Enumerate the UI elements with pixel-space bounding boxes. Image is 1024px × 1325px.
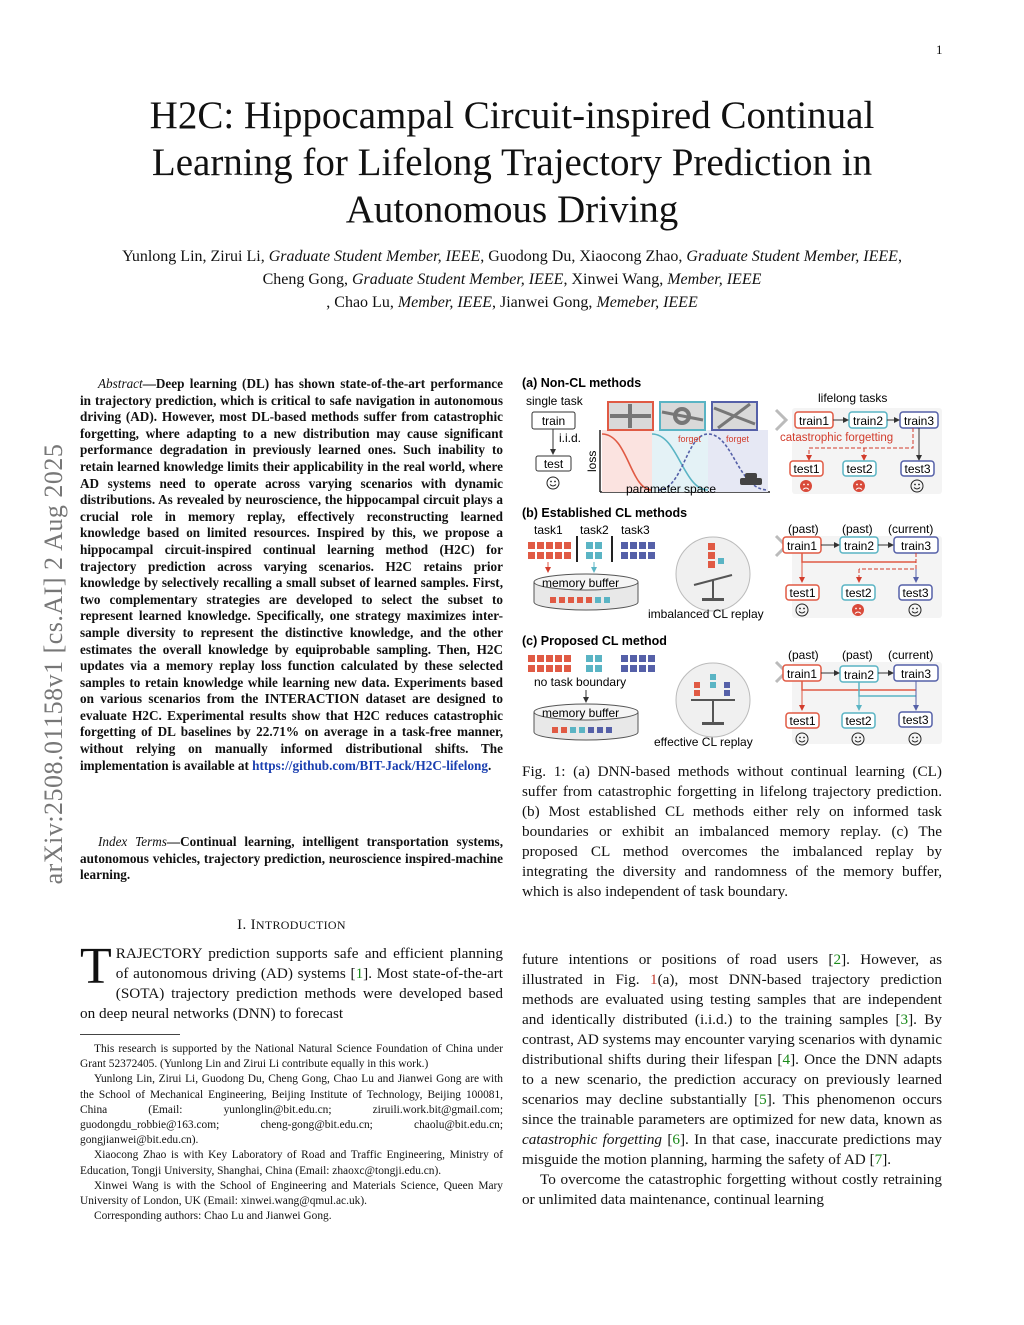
abstract-text: —Deep learning (DL) has shown state-of-the-art performance in trajectory prediction, which is critical to safe navigation in autonomous driving (AD). However, most DL-based methods suffer from catastrophic forgetting, where adapting to a new distribution may cause significant performance degradation in previously learned ones. Such inability to retain learned knowledge limits their applicability in the real world, where AD systems need to operate across varying scenarios with dynamic distributions. As revealed by neuroscience, the hippocampal circuit plays a crucial role in memory replay, effectively reconstructing learned knowledge based on limited resources. Inspired by this, we propose a hippocampal circuit-inspired continual learning method (H2C) for trajectory prediction across varying scenarios. H2C retains prior knowledge by selectively recalling a small subset of learned samples. First, two complementary strategies are developed to select the subset to represent learned knowledge. Specifically, one strategy maximizes inter-sample diversity to represent the distinctive knowledge, and the other estimates the overall knowledge by equiprobable sampling. Then, H2C updates via a memory replay loss function calculated by these selected samples to retain knowledge while learning new data. Experiments based on various scenarios from the INTERACTION dataset are designed to evaluate H2C. Experimental results show that H2C reduces catastrophic forgetting of DL baselines by 22.71% on average in a task-free manner, without relying on manually informed distributional shifts. The implementation is available at xyxy=(80,376,503,773)
citation[interactable]: 1 xyxy=(355,965,364,982)
text: (a), most DNN-based trajectory prediction methods are evaluated using testing samples that are independent and identically distributed (i.i.d.) to the training samples [ xyxy=(522,971,942,1028)
footnote-affiliation: Xiaocong Zhao is with Key Laboratory of Road and Traffic Engineering, Ministry of Education, Tongji University, Shanghai, China (Email: zhaoxc@tongji.edu.cn). xyxy=(80,1149,503,1177)
sad-icon xyxy=(852,604,864,616)
text: ]. However, as illustrated in Fig. xyxy=(522,951,942,988)
test3-label: test3 xyxy=(904,462,931,476)
lifelong-tasks-label: lifelong tasks xyxy=(818,391,888,405)
test1-label: test1 xyxy=(789,586,816,600)
past-label: (past) xyxy=(788,522,819,536)
task2-samples xyxy=(586,655,602,672)
map-thumbnail-3 xyxy=(712,402,757,430)
train2-label: train2 xyxy=(843,668,875,682)
no-task-boundary-label: no task boundary xyxy=(534,675,627,689)
train2-label: train2 xyxy=(843,539,875,553)
task3-samples xyxy=(621,655,655,672)
abstract xyxy=(80,376,503,774)
past-label: (past) xyxy=(842,522,873,536)
author-role: Member, IEEE xyxy=(667,271,762,288)
text: [ xyxy=(662,1131,673,1148)
citation[interactable]: 7 xyxy=(874,1151,883,1168)
test3-label: test3 xyxy=(902,586,929,600)
author-role: Graduate Student Member, IEEE xyxy=(686,248,898,265)
paper-title: H2C: Hippocampal Circuit-inspired Continual Learning for Lifelong Trajectory Prediction in Autonomous Driving xyxy=(149,94,875,231)
index-terms-text: —Continual learning, intelligent transportation systems, autonomous vehicles, trajectory prediction, neuroscience inspired-machine learning. xyxy=(80,834,503,883)
author-role: Graduate Student Member, IEEE xyxy=(351,271,564,288)
footnote-affiliation: Xinwei Wang is with the School of Engineering and Materials Science, Queen Mary University of London, UK (Email: xinwei.wang@qmul.ac.uk). xyxy=(80,1179,503,1208)
task3-label: task3 xyxy=(621,523,650,537)
text: ]. This phenomenon occurs since the trainable parameters are optimized for new data, known as xyxy=(522,1091,942,1128)
intro-paragraph-left xyxy=(80,938,503,1024)
loss-label: loss xyxy=(585,450,599,472)
footnote-affiliation: Yunlong Lin, Zirui Li, Guodong Du, Cheng Gong, Chao Lu and Jianwei Gong are with the School of Mechanical Engineering, Beijing Institute of Technology, Beijing 100081, China (Email: yunlonglin@bit.edu.cn; ziruili.work.bit@gmail.com; guodongdu_robbie@163.com; cheng-gong@bit.edu.cn; chaolu@bit.edu.cn; gongjianwei@bit.edu.cn). xyxy=(80,1073,503,1147)
train3-label: train3 xyxy=(903,414,935,428)
footnote-funding: This research is supported by the National Natural Science Foundation of China under Grant 52372405. (Yunlong Lin and Zirui Li contribute equally in this work.) xyxy=(80,1043,503,1071)
current-label: (current) xyxy=(888,522,934,536)
train1-label: train1 xyxy=(786,539,818,553)
past-label: (past) xyxy=(842,648,873,662)
balance-scale-icon xyxy=(676,663,750,737)
smile-icon xyxy=(547,477,559,489)
test2-label: test2 xyxy=(845,586,872,600)
train3-label: train3 xyxy=(900,667,932,681)
iid-label: i.i.d. xyxy=(559,431,582,445)
text: ]. xyxy=(882,1151,892,1168)
text: ]. In that case, inaccurate predictions may misguide the motion planning, harming the safety of AD [ xyxy=(522,1131,942,1168)
abstract-label: Abstract xyxy=(98,376,143,391)
task1-samples xyxy=(528,542,571,559)
abstract-end: . xyxy=(488,757,492,773)
author-names: Yunlong Lin, Zirui Li, xyxy=(122,248,269,265)
figure-caption: Fig. 1: (a) DNN-based methods without continual learning (CL) suffer from catastrophic forgetting in lifelong trajectory prediction. (b) Most established CL methods either rely on informed task boundaries or exhibit an imbalanced memory replay. (c) The proposed CL method overcomes the imbalanced replay by integrating the diversity and randomness of the memory buffer, which is also independent of task boundary. xyxy=(522,763,942,900)
author-names: , Guodong Du, Xiaocong Zhao, xyxy=(480,248,687,265)
intro-paragraph-right xyxy=(522,950,942,1210)
citation[interactable]: 3 xyxy=(900,1011,909,1028)
catastrophic-forgetting-label: catastrophic forgetting xyxy=(780,432,894,444)
intro-text: RAJECTORY prediction supports safe and efficient planning of autonomous driving (AD) systems [ xyxy=(115,945,503,982)
text: ]. Once the DNN adapts to a new scenario, the prediction accuracy on previously learned scenarios may decline substantially [ xyxy=(522,1051,942,1108)
balance-scale-icon xyxy=(676,537,750,611)
section-heading xyxy=(80,917,503,934)
footnote-corresponding: Corresponding authors: Chao Lu and Jianwei Gong. xyxy=(94,1210,332,1223)
test3-label: test3 xyxy=(902,713,929,727)
test2-label: test2 xyxy=(846,462,873,476)
train3-label: train3 xyxy=(900,539,932,553)
task2-label: task2 xyxy=(580,523,609,537)
train2-label: train2 xyxy=(852,414,884,428)
task2-samples xyxy=(586,542,602,559)
intro-text: ]. Most state-of-the-art (SOTA) trajectory prediction methods were developed based on deep neural networks (DNN) to forecast xyxy=(80,965,503,1022)
author-role: Member, IEEE xyxy=(397,294,492,311)
section-number: I. xyxy=(237,917,251,933)
paragraph xyxy=(522,950,942,1170)
author-names: , Jianwei Gong, xyxy=(492,294,597,311)
train1-label: train1 xyxy=(798,414,830,428)
sad-icon xyxy=(800,480,812,492)
citation[interactable]: 5 xyxy=(759,1091,767,1108)
test-label: test xyxy=(543,457,564,471)
chevron-right-icon xyxy=(776,410,786,430)
author-names: , Chao Lu, xyxy=(326,294,398,311)
author-role: Graduate Student Member, IEEE xyxy=(268,248,481,265)
map-thumbnail-2 xyxy=(660,402,705,430)
text: ]. By contrast, AD systems may encounter varying scenarios with dynamic distributional shifts during their lifespan [ xyxy=(522,1011,943,1068)
author-names: , Cheng Gong, xyxy=(262,248,902,288)
section-title-rest: NTRODUCTION xyxy=(255,918,346,932)
citation[interactable]: 6 xyxy=(672,1131,680,1148)
train-label: train xyxy=(541,414,566,428)
map-thumbnail-1 xyxy=(608,402,653,430)
buffer-samples xyxy=(552,727,612,733)
test1-label: test1 xyxy=(793,462,820,476)
single-task-label: single task xyxy=(526,394,583,408)
memory-buffer-label: memory buffer xyxy=(542,706,620,720)
memory-buffer-label: memory buffer xyxy=(542,576,620,590)
figure-reference[interactable]: 1 xyxy=(650,971,658,988)
footnote-rule xyxy=(80,1034,180,1035)
forget-label: forget xyxy=(726,434,750,444)
imbalanced-replay-label: imbalanced CL replay xyxy=(648,607,764,621)
task3-samples xyxy=(621,542,655,559)
sad-icon xyxy=(853,480,865,492)
section-title-first: I xyxy=(250,917,256,933)
footnotes xyxy=(80,1042,503,1224)
task1-label: task1 xyxy=(534,523,563,537)
panel-a-label: (a) Non-CL methods xyxy=(522,376,642,390)
index-terms-label: Index Terms xyxy=(98,834,167,849)
arxiv-stamp[interactable] xyxy=(39,384,68,944)
citation[interactable]: 4 xyxy=(782,1051,791,1068)
parameter-space-label: parameter space xyxy=(626,482,717,496)
author-role: Memeber, IEEE xyxy=(596,294,698,311)
train1-label: train1 xyxy=(786,667,818,681)
author-list xyxy=(100,245,924,314)
index-terms xyxy=(80,834,503,884)
text: future intentions or positions of road users [ xyxy=(522,951,834,968)
citation[interactable]: 2 xyxy=(833,951,842,968)
author-names: , Xinwei Wang, xyxy=(563,271,668,288)
arxiv-stamp-text: arXiv:2508.01158v1 [cs.AI] 2 Aug 2025 xyxy=(39,443,68,885)
dropcap: T xyxy=(80,938,112,995)
emphasis: catastrophic forgetting xyxy=(522,1131,663,1148)
past-label: (past) xyxy=(788,648,819,662)
effective-replay-label: effective CL replay xyxy=(654,735,753,749)
panel-b-label: (b) Established CL methods xyxy=(522,506,688,520)
test2-label: test2 xyxy=(845,714,872,728)
test1-label: test1 xyxy=(789,714,816,728)
task1-samples xyxy=(528,655,571,672)
page-number: 1 xyxy=(936,42,943,57)
panel-c-label: (c) Proposed CL method xyxy=(522,634,667,648)
current-label: (current) xyxy=(888,648,934,662)
figure-1 xyxy=(518,372,948,757)
code-link[interactable]: https://github.com/BIT-Jack/H2C-lifelong xyxy=(252,757,488,773)
buffer-samples xyxy=(550,597,610,603)
forget-label: forget xyxy=(678,434,702,444)
paragraph: To overcome the catastrophic forgetting without costly retraining or unlimited data maintenance, continual learning xyxy=(522,1171,942,1208)
